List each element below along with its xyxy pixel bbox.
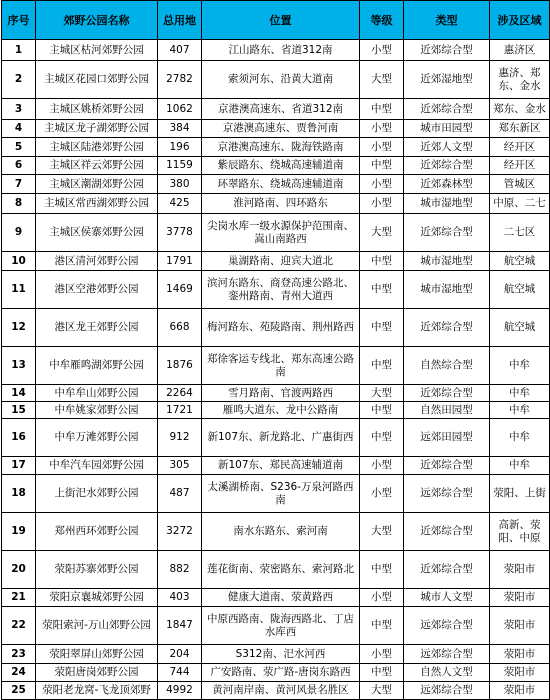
cell-region: 荥阳市 [490, 589, 550, 607]
table-row [2, 309, 550, 347]
cell-location: 环翠路东、绕城高速辅道南 [202, 175, 360, 194]
header-grade: 等级 [360, 1, 404, 40]
cell-no: 1 [2, 40, 36, 61]
cell-region: 航空城 [490, 271, 550, 309]
cell-name: 中牟姚家郊野公园 [36, 402, 158, 419]
cell-area: 305 [158, 457, 202, 475]
cell-region: 荥阳、上街 [490, 475, 550, 513]
cell-grade: 小型 [360, 475, 404, 513]
cell-area: 1721 [158, 402, 202, 419]
cell-no: 25 [2, 682, 36, 700]
cell-grade: 大型 [360, 682, 404, 700]
cell-grade: 中型 [360, 271, 404, 309]
cell-region: 中牟 [490, 457, 550, 475]
cell-grade: 小型 [360, 645, 404, 664]
cell-name: 主城区祥云郊野公园 [36, 157, 158, 175]
cell-location: 江山路东、省道312南 [202, 40, 360, 61]
cell-no: 15 [2, 402, 36, 419]
cell-name: 主城区姚桥郊野公园 [36, 99, 158, 120]
header-area: 总用地 [158, 1, 202, 40]
cell-grade: 小型 [360, 175, 404, 194]
table-row [2, 475, 550, 513]
cell-type: 自然人文型 [404, 664, 490, 682]
cell-no: 5 [2, 138, 36, 157]
table-row [2, 271, 550, 309]
cell-region: 航空城 [490, 252, 550, 271]
cell-name: 主城区潮湖郊野公园 [36, 175, 158, 194]
cell-name: 荥阳苏寨郊野公园 [36, 551, 158, 589]
header-region: 涉及区域 [490, 1, 550, 40]
cell-location: 南水东路东、索河南 [202, 513, 360, 551]
header-row [2, 1, 550, 40]
cell-region: 中牟 [490, 385, 550, 402]
cell-type: 远郊综合型 [404, 682, 490, 700]
cell-region: 中牟 [490, 419, 550, 457]
cell-grade: 中型 [360, 157, 404, 175]
cell-region: 二七区 [490, 214, 550, 252]
cell-area: 2782 [158, 61, 202, 99]
cell-grade: 小型 [360, 589, 404, 607]
cell-no: 13 [2, 347, 36, 385]
cell-region: 中牟 [490, 402, 550, 419]
cell-grade: 大型 [360, 214, 404, 252]
cell-name: 港区龙王郊野公园 [36, 309, 158, 347]
cell-region: 管城区 [490, 175, 550, 194]
cell-type: 城市田园型 [404, 120, 490, 138]
cell-name: 港区空港郊野公园 [36, 271, 158, 309]
cell-area: 425 [158, 194, 202, 214]
table-row [2, 138, 550, 157]
cell-grade: 中型 [360, 99, 404, 120]
table-row [2, 664, 550, 682]
table-row [2, 347, 550, 385]
cell-name: 主城区侯寨郊野公园 [36, 214, 158, 252]
cell-type: 近郊综合型 [404, 309, 490, 347]
cell-type: 城市人文型 [404, 589, 490, 607]
cell-location: 巢湖路南、迎宾大道北 [202, 252, 360, 271]
cell-type: 近郊综合型 [404, 214, 490, 252]
cell-location: 莲花街南、荥密路东、索河路北 [202, 551, 360, 589]
cell-location: 新107东、郑民高速辅道南 [202, 457, 360, 475]
cell-no: 21 [2, 589, 36, 607]
cell-area: 912 [158, 419, 202, 457]
cell-grade: 小型 [360, 457, 404, 475]
table-row [2, 157, 550, 175]
table-row [2, 99, 550, 120]
cell-no: 7 [2, 175, 36, 194]
cell-location: 郑徐客运专线北、郑东高速公路南 [202, 347, 360, 385]
cell-name: 荥阳老龙窝-飞龙顶郊野 [36, 682, 158, 700]
cell-area: 384 [158, 120, 202, 138]
cell-grade: 大型 [360, 385, 404, 402]
cell-name: 荥阳京襄城郊野公园 [36, 589, 158, 607]
cell-type: 近郊湿地型 [404, 61, 490, 99]
cell-area: 2264 [158, 385, 202, 402]
cell-no: 2 [2, 61, 36, 99]
cell-grade: 小型 [360, 194, 404, 214]
cell-name: 中牟万滩郊野公园 [36, 419, 158, 457]
cell-location: 太溪湖桥南、S236-万泉河路西南 [202, 475, 360, 513]
cell-grade: 中型 [360, 419, 404, 457]
cell-area: 380 [158, 175, 202, 194]
table-row [2, 607, 550, 645]
cell-location: 紫辰路东、绕城高速辅道南 [202, 157, 360, 175]
cell-area: 668 [158, 309, 202, 347]
cell-area: 1469 [158, 271, 202, 309]
cell-grade: 中型 [360, 309, 404, 347]
table-row [2, 457, 550, 475]
cell-no: 19 [2, 513, 36, 551]
cell-area: 4992 [158, 682, 202, 700]
table-row [2, 385, 550, 402]
table-row [2, 61, 550, 99]
cell-grade: 中型 [360, 252, 404, 271]
cell-region: 郑东、金水 [490, 99, 550, 120]
cell-no: 6 [2, 157, 36, 175]
cell-no: 18 [2, 475, 36, 513]
cell-type: 近郊综合型 [404, 99, 490, 120]
cell-region: 荥阳市 [490, 682, 550, 700]
cell-area: 1847 [158, 607, 202, 645]
header-no: 序号 [2, 1, 36, 40]
cell-area: 1159 [158, 157, 202, 175]
cell-location: 广安路南、荥广路-唐岗东路西 [202, 664, 360, 682]
cell-name: 中牟雁鸣湖郊野公园 [36, 347, 158, 385]
cell-type: 近郊森林型 [404, 175, 490, 194]
cell-grade: 小型 [360, 120, 404, 138]
cell-region: 高新、荥阳、中原 [490, 513, 550, 551]
cell-region: 惠济、郑东、金水 [490, 61, 550, 99]
cell-no: 17 [2, 457, 36, 475]
cell-name: 港区清河郊野公园 [36, 252, 158, 271]
cell-location: 雁鸣大道东、龙中公路南 [202, 402, 360, 419]
cell-type: 远郊田园型 [404, 419, 490, 457]
cell-name: 荥阳索河-万山郊野公园 [36, 607, 158, 645]
cell-location: 淮河路南、四环路东 [202, 194, 360, 214]
cell-name: 上街汜水郊野公园 [36, 475, 158, 513]
cell-location: 京港澳高速东、贾鲁河南 [202, 120, 360, 138]
cell-location: 健康大道南、荥黄路西 [202, 589, 360, 607]
table-row [2, 120, 550, 138]
cell-location: 新107东、新龙路北、广惠街西 [202, 419, 360, 457]
cell-area: 407 [158, 40, 202, 61]
cell-region: 航空城 [490, 309, 550, 347]
cell-area: 3272 [158, 513, 202, 551]
table-body [2, 40, 550, 700]
cell-name: 中牟牟山郊野公园 [36, 385, 158, 402]
cell-name: 荥阳翠屏山郊野公园 [36, 645, 158, 664]
header-name: 郊野公园名称 [36, 1, 158, 40]
cell-type: 自然田园型 [404, 402, 490, 419]
cell-area: 1791 [158, 252, 202, 271]
cell-region: 惠济区 [490, 40, 550, 61]
table-row [2, 402, 550, 419]
cell-type: 自然综合型 [404, 347, 490, 385]
table-row [2, 40, 550, 61]
table-row [2, 513, 550, 551]
cell-type: 远郊综合型 [404, 645, 490, 664]
cell-no: 24 [2, 664, 36, 682]
cell-type: 近郊综合型 [404, 513, 490, 551]
table-row [2, 252, 550, 271]
cell-grade: 大型 [360, 61, 404, 99]
table-row [2, 551, 550, 589]
cell-location: 黄河南岸南、黄河风景名胜区 [202, 682, 360, 700]
cell-type: 近郊综合型 [404, 157, 490, 175]
cell-no: 9 [2, 214, 36, 252]
cell-area: 744 [158, 664, 202, 682]
cell-area: 204 [158, 645, 202, 664]
cell-no: 16 [2, 419, 36, 457]
cell-location: S312南、汜水河西 [202, 645, 360, 664]
cell-grade: 中型 [360, 607, 404, 645]
cell-location: 滨河东路东、商登高速公路北、銮州路南、青州大道西 [202, 271, 360, 309]
cell-location: 索须河东、沿黄大道南 [202, 61, 360, 99]
cell-no: 14 [2, 385, 36, 402]
header-type: 类型 [404, 1, 490, 40]
cell-area: 403 [158, 589, 202, 607]
cell-region: 荥阳市 [490, 607, 550, 645]
cell-no: 10 [2, 252, 36, 271]
cell-location: 尖岗水库一级水源保护范围南、嵩山南路西 [202, 214, 360, 252]
cell-region: 荥阳市 [490, 645, 550, 664]
cell-area: 882 [158, 551, 202, 589]
table-row [2, 214, 550, 252]
cell-area: 1876 [158, 347, 202, 385]
cell-no: 12 [2, 309, 36, 347]
cell-region: 中原、二七 [490, 194, 550, 214]
table-row [2, 194, 550, 214]
cell-type: 城市湿地型 [404, 271, 490, 309]
parks-table [1, 0, 550, 700]
cell-location: 京港澳高速东、陇海铁路南 [202, 138, 360, 157]
table-row [2, 682, 550, 700]
cell-name: 主城区枯河郊野公园 [36, 40, 158, 61]
cell-location: 雪月路南、官渡两路西 [202, 385, 360, 402]
cell-name: 主城区花园口郊野公园 [36, 61, 158, 99]
cell-grade: 小型 [360, 40, 404, 61]
cell-name: 主城区龙子湖郊野公园 [36, 120, 158, 138]
cell-grade: 小型 [360, 138, 404, 157]
cell-area: 487 [158, 475, 202, 513]
table-row [2, 419, 550, 457]
cell-grade: 中型 [360, 664, 404, 682]
cell-region: 郑东新区 [490, 120, 550, 138]
cell-region: 荥阳市 [490, 664, 550, 682]
cell-location: 京港澳高速东、省道312南 [202, 99, 360, 120]
cell-region: 经开区 [490, 138, 550, 157]
cell-no: 11 [2, 271, 36, 309]
header-location: 位置 [202, 1, 360, 40]
cell-grade: 中型 [360, 402, 404, 419]
cell-name: 主城区常西湖郊野公园 [36, 194, 158, 214]
cell-type: 近郊综合型 [404, 40, 490, 61]
cell-name: 中牟汽车园郊野公园 [36, 457, 158, 475]
cell-type: 城市湿地型 [404, 252, 490, 271]
table-row [2, 175, 550, 194]
cell-area: 1062 [158, 99, 202, 120]
cell-name: 郑州西环郊野公园 [36, 513, 158, 551]
cell-no: 3 [2, 99, 36, 120]
cell-type: 城市湿地型 [404, 194, 490, 214]
cell-name: 主城区陆港郊野公园 [36, 138, 158, 157]
cell-region: 中牟 [490, 347, 550, 385]
cell-area: 3778 [158, 214, 202, 252]
cell-type: 远郊综合型 [404, 475, 490, 513]
cell-no: 22 [2, 607, 36, 645]
table-row [2, 589, 550, 607]
cell-location: 中原西路南、陇海西路北、丁店水库西 [202, 607, 360, 645]
cell-grade: 中型 [360, 347, 404, 385]
cell-no: 8 [2, 194, 36, 214]
cell-no: 4 [2, 120, 36, 138]
table-row [2, 645, 550, 664]
cell-region: 荥阳市 [490, 551, 550, 589]
cell-type: 近郊人文型 [404, 138, 490, 157]
cell-type: 近郊综合型 [404, 457, 490, 475]
cell-grade: 中型 [360, 551, 404, 589]
cell-name: 荥阳唐岗郊野公园 [36, 664, 158, 682]
cell-type: 近郊综合型 [404, 551, 490, 589]
cell-location: 梅河路东、苑陵路南、荆州路西 [202, 309, 360, 347]
cell-no: 20 [2, 551, 36, 589]
cell-no: 23 [2, 645, 36, 664]
cell-type: 远郊综合型 [404, 607, 490, 645]
cell-type: 近郊综合型 [404, 385, 490, 402]
cell-region: 经开区 [490, 157, 550, 175]
cell-grade: 大型 [360, 513, 404, 551]
cell-area: 196 [158, 138, 202, 157]
